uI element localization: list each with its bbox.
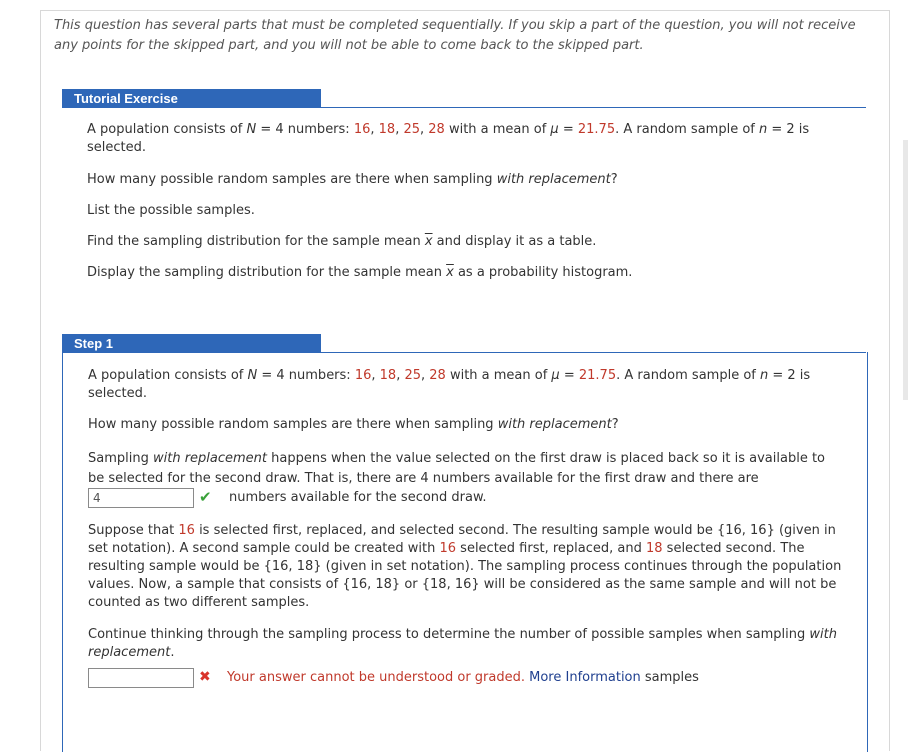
x-mark-icon: ✖ xyxy=(199,669,211,685)
second-draw-label: numbers available for the second draw. xyxy=(229,490,487,505)
checkmark-icon: ✔ xyxy=(199,488,212,506)
sequential-notice: This question has several parts that must be completed sequentially. If you skip a part of the question, you will not receive any points for the skipped part, and you will not be able to come back to the skipped part. xyxy=(54,18,856,53)
more-information-link[interactable]: More Information xyxy=(529,670,641,685)
step-1-header: Step 1 xyxy=(62,334,321,353)
step-1-question: How many possible random samples are there when sampling with replacement? xyxy=(88,417,619,432)
tutorial-intro: A population consists of N = 4 numbers: 16, 18, 25, 28 with a mean of μ = 21.75. A random sample of n = 2 is selected. xyxy=(87,122,810,155)
second-draw-count-input[interactable]: 4 xyxy=(88,488,194,508)
samples-unit-label: samples xyxy=(644,670,699,685)
tutorial-divider xyxy=(321,107,866,108)
continue-instruction: Continue thinking through the sampling process to determine the number of possible samples when sampling with replacement. xyxy=(88,627,837,660)
step-1-intro: A population consists of N = 4 numbers: 16, 18, 25, 28 with a mean of μ = 21.75. A random sample of n = 2 is selected. xyxy=(88,368,811,401)
step-1-explanation: Sampling with replacement happens when the value selected on the first draw is placed back so it is available to be selected for the second draw. That is, there are 4 numbers available for the first draw and there are xyxy=(88,451,825,486)
error-message: Your answer cannot be understood or graded. xyxy=(227,670,525,685)
sample-explanation: Suppose that 16 is selected first, replaced, and selected second. The resulting sample would be {16, 16} (given in set notation). A second sample could be created with 16 selected first, replaced, and 18 selected second. The resulting sample would be {16, 18} (given in set notation). The sampling process continues through the population values. Now, a sample that consists of {16, 18} or {18, 16} will be considered as the same sample and will not be counted as two different samples. xyxy=(88,523,842,610)
sample-count-input[interactable] xyxy=(88,668,194,688)
tutorial-question-4: Display the sampling distribution for the sample mean $\overline{x}$ as a probability histogram. xyxy=(87,265,633,280)
tutorial-question-3: Find the sampling distribution for the sample mean $\overline{x}$ and display it as a table. xyxy=(87,234,597,249)
tutorial-question-2: List the possible samples. xyxy=(87,203,255,218)
scrollbar[interactable] xyxy=(903,140,908,400)
tutorial-header: Tutorial Exercise xyxy=(62,89,321,108)
feedback-line xyxy=(227,669,827,687)
tutorial-question-1: How many possible random samples are there when sampling with replacement? xyxy=(87,172,618,187)
